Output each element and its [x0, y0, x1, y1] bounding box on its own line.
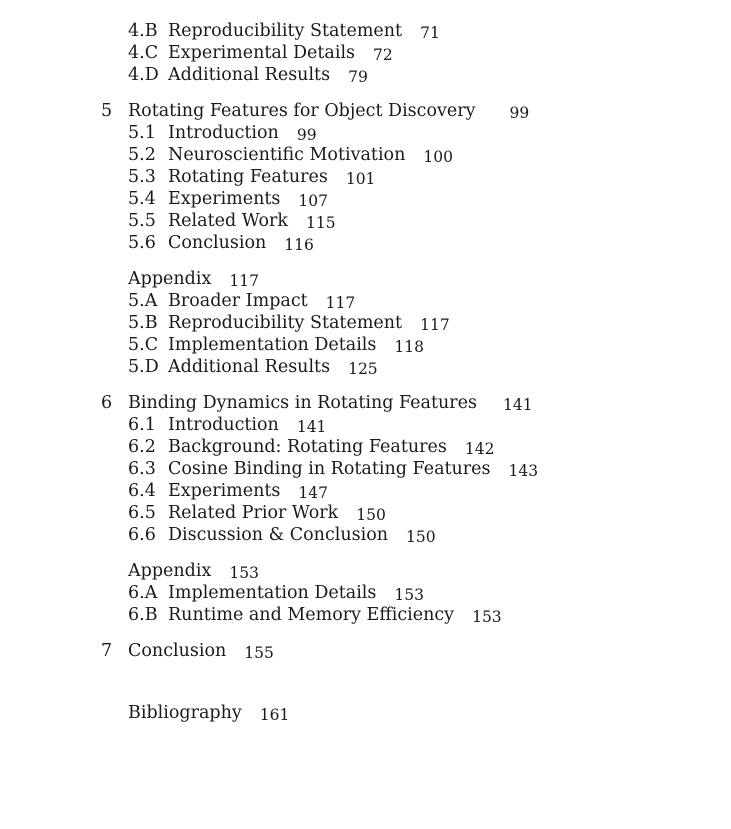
section-title: Discussion & Conclusion	[168, 525, 388, 545]
section-title: Additional Results	[168, 65, 331, 85]
toc-bibliography[interactable]	[128, 702, 289, 724]
toc-chapter-6[interactable]	[101, 392, 533, 414]
toc-entry-5-6[interactable]	[128, 232, 314, 254]
toc-entry-5-2[interactable]	[128, 144, 453, 166]
page-number: 116	[284, 236, 314, 254]
toc-entry-6-5[interactable]	[128, 502, 386, 524]
section-number: 6.5	[128, 503, 156, 523]
page-number: 100	[423, 148, 453, 166]
page-number: 72	[373, 46, 393, 64]
page-number: 115	[306, 214, 336, 232]
page-number: 71	[420, 24, 440, 42]
section-number: 6.A	[128, 583, 158, 603]
page-number: 153	[472, 608, 502, 626]
toc-entry-6-4[interactable]	[128, 480, 328, 502]
section-number: 4.D	[128, 65, 159, 85]
toc-entry-4d[interactable]	[128, 64, 368, 86]
section-number: 5.4	[128, 189, 156, 209]
chapter-number: 5	[101, 101, 113, 121]
section-title: Experimental Details	[168, 43, 356, 63]
toc-entry-5-4[interactable]	[128, 188, 328, 210]
section-number: 5.D	[128, 357, 159, 377]
toc-entry-5-3[interactable]	[128, 166, 375, 188]
page-number: 125	[348, 360, 378, 378]
toc-appendix-5[interactable]	[128, 268, 259, 290]
page-number: 161	[259, 706, 290, 724]
toc-entry-5a[interactable]	[128, 290, 355, 312]
bibliography-title: Bibliography	[128, 703, 242, 723]
section-title: Experiments	[168, 189, 281, 209]
section-title: Reproducibility Statement	[168, 21, 403, 41]
appendix-title: Appendix	[128, 561, 212, 581]
section-title: Neuroscientific Motivation	[168, 145, 406, 165]
page-number: 99	[296, 126, 317, 144]
page-number: 143	[508, 462, 539, 480]
toc-entry-5-5[interactable]	[128, 210, 336, 232]
chapter-title: Binding Dynamics in Rotating Features	[128, 393, 477, 413]
chapter-title: Conclusion	[128, 641, 227, 661]
toc-entry-4b[interactable]	[128, 20, 440, 42]
section-number: 5.5	[128, 211, 156, 231]
toc-chapter-5[interactable]	[101, 100, 529, 122]
page-number: 107	[298, 192, 328, 210]
chapter-number: 7	[101, 641, 113, 661]
page-number: 155	[244, 644, 274, 662]
section-title: Conclusion	[168, 233, 267, 253]
section-title: Implementation Details	[168, 335, 377, 355]
section-number: 6.6	[128, 525, 156, 545]
page-number: 117	[325, 294, 356, 312]
page-number: 99	[509, 104, 530, 122]
toc-entry-5-1[interactable]	[128, 122, 317, 144]
toc-entry-6b[interactable]	[128, 604, 502, 626]
section-number: 5.6	[128, 233, 156, 253]
section-title: Introduction	[168, 415, 279, 435]
section-title: Runtime and Memory Efficiency	[168, 605, 455, 625]
section-number: 5.C	[128, 335, 159, 355]
appendix-title: Appendix	[128, 269, 212, 289]
toc-entry-6-3[interactable]	[128, 458, 538, 480]
page-number: 150	[356, 506, 386, 524]
section-number: 5.B	[128, 313, 158, 333]
section-title: Additional Results	[168, 357, 331, 377]
section-number: 6.2	[128, 437, 156, 457]
toc-entry-6-2[interactable]	[128, 436, 494, 458]
section-number: 5.1	[128, 123, 156, 143]
page-number: 117	[420, 316, 450, 334]
section-number: 5.3	[128, 167, 156, 187]
page-number: 141	[502, 396, 533, 414]
section-number: 6.B	[128, 605, 158, 625]
section-title: Experiments	[168, 481, 281, 501]
section-title: Related Work	[168, 211, 289, 231]
section-title: Rotating Features	[168, 167, 328, 187]
section-title: Reproducibility Statement	[168, 313, 403, 333]
page-number: 153	[394, 586, 424, 604]
section-number: 6.3	[128, 459, 156, 479]
page-number: 153	[229, 564, 259, 582]
section-number: 5.2	[128, 145, 156, 165]
section-title: Implementation Details	[168, 583, 377, 603]
section-title: Related Prior Work	[168, 503, 339, 523]
page-number: 141	[296, 418, 327, 436]
section-number: 6.1	[128, 415, 156, 435]
page-number: 147	[298, 484, 328, 502]
toc-entry-4c[interactable]	[128, 42, 393, 64]
page-number: 150	[406, 528, 436, 546]
page-number: 142	[464, 440, 495, 458]
toc-entry-6-1[interactable]	[128, 414, 326, 436]
toc-appendix-6[interactable]	[128, 560, 259, 582]
section-number: 6.4	[128, 481, 156, 501]
section-title: Broader Impact	[168, 291, 308, 311]
toc-entry-5c[interactable]	[128, 334, 424, 356]
section-number: 4.C	[128, 43, 159, 63]
toc-entry-6-6[interactable]	[128, 524, 436, 546]
toc-chapter-7[interactable]	[101, 640, 274, 662]
toc-entry-6a[interactable]	[128, 582, 424, 604]
section-title: Cosine Binding in Rotating Features	[168, 459, 491, 479]
section-title: Introduction	[168, 123, 279, 143]
section-number: 5.A	[128, 291, 158, 311]
toc-entry-5b[interactable]	[128, 312, 450, 334]
toc-entry-5d[interactable]	[128, 356, 378, 378]
page-number: 118	[394, 338, 424, 356]
page-number: 117	[229, 272, 259, 290]
chapter-title: Rotating Features for Object Discovery	[128, 101, 476, 121]
page-number: 101	[345, 170, 376, 188]
section-number: 4.B	[128, 21, 158, 41]
section-title: Background: Rotating Features	[168, 437, 447, 457]
chapter-number: 6	[101, 393, 113, 413]
page-number: 79	[348, 68, 368, 86]
